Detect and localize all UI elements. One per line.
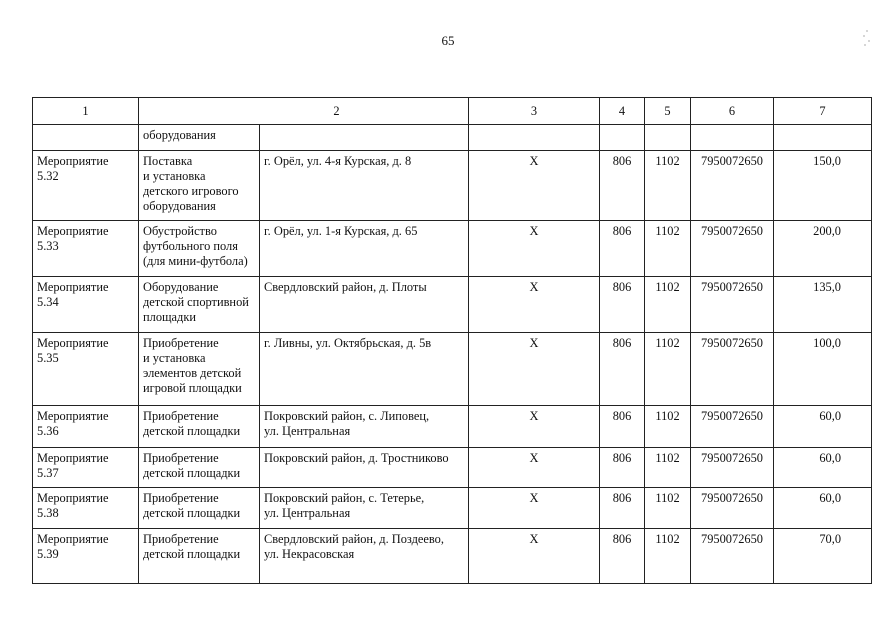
cell-event: Мероприятие 5.34 (33, 277, 139, 333)
cell-col-6: 7950072650 (691, 221, 774, 277)
cell-description: Обустройство футбольного поля (для мини-футбола) (139, 221, 260, 277)
header-cell-3: 3 (469, 98, 600, 125)
cell-col-7: 200,0 (774, 221, 872, 277)
cell-event: Мероприятие 5.37 (33, 448, 139, 488)
cell-col-5: 1102 (645, 488, 691, 529)
cell-description: Приобретение детской площадки (139, 406, 260, 448)
cell-event: Мероприятие 5.35 (33, 333, 139, 406)
header-cell-2: 2 (139, 98, 469, 125)
cell-x: Х (469, 448, 600, 488)
cell-col-6: 7950072650 (691, 448, 774, 488)
cell-col-7: 60,0 (774, 406, 872, 448)
cell-x: Х (469, 151, 600, 221)
cell-col-5: 1102 (645, 529, 691, 584)
cell-event: Мероприятие 5.33 (33, 221, 139, 277)
cell-description: Приобретение детской площадки (139, 448, 260, 488)
cell-description: Поставка и установка детского игрового оборудования (139, 151, 260, 221)
cell-col-6: 7950072650 (691, 333, 774, 406)
cell-col-4 (600, 125, 645, 151)
cell-address: Покровский район, д. Тростниково (260, 448, 469, 488)
cell-col-4: 806 (600, 448, 645, 488)
header-cell-1: 1 (33, 98, 139, 125)
header-cell-5: 5 (645, 98, 691, 125)
cell-address (260, 125, 469, 151)
cell-col-4: 806 (600, 529, 645, 584)
cell-event: Мероприятие 5.38 (33, 488, 139, 529)
cell-x: Х (469, 406, 600, 448)
cell-description: Приобретение детской площадки (139, 488, 260, 529)
cell-address: г. Ливны, ул. Октябрьская, д. 5в (260, 333, 469, 406)
cell-x: Х (469, 529, 600, 584)
table-row (33, 448, 872, 488)
cell-event (33, 125, 139, 151)
table-row (33, 529, 872, 584)
cell-x: Х (469, 488, 600, 529)
table-header-row (33, 98, 872, 125)
cell-col-4: 806 (600, 277, 645, 333)
cell-event: Мероприятие 5.36 (33, 406, 139, 448)
cell-col-4: 806 (600, 333, 645, 406)
cell-col-5 (645, 125, 691, 151)
cell-description: Приобретение и установка элементов детской игровой площадки (139, 333, 260, 406)
cell-col-6: 7950072650 (691, 277, 774, 333)
cell-col-6: 7950072650 (691, 151, 774, 221)
cell-col-6: 7950072650 (691, 529, 774, 584)
cell-address: г. Орёл, ул. 1-я Курская, д. 65 (260, 221, 469, 277)
cell-col-4: 806 (600, 488, 645, 529)
cell-description: Приобретение детской площадки (139, 529, 260, 584)
cell-col-7: 60,0 (774, 448, 872, 488)
cell-address: Покровский район, с. Тетерье, ул. Центральная (260, 488, 469, 529)
table-row (33, 406, 872, 448)
table-row (33, 333, 872, 406)
cell-x: Х (469, 277, 600, 333)
cell-col-5: 1102 (645, 277, 691, 333)
table-row (33, 151, 872, 221)
header-cell-7: 7 (774, 98, 872, 125)
cell-col-6: 7950072650 (691, 488, 774, 529)
cell-address: г. Орёл, ул. 4-я Курская, д. 8 (260, 151, 469, 221)
cell-col-5: 1102 (645, 151, 691, 221)
cell-col-7: 100,0 (774, 333, 872, 406)
cell-col-5: 1102 (645, 448, 691, 488)
cell-col-7: 150,0 (774, 151, 872, 221)
cell-col-6: 7950072650 (691, 406, 774, 448)
page-number: 65 (441, 33, 455, 48)
budget-table (32, 97, 872, 584)
header-cell-6: 6 (691, 98, 774, 125)
table-row (33, 277, 872, 333)
cell-col-5: 1102 (645, 221, 691, 277)
cell-x (469, 125, 600, 151)
table-row (33, 488, 872, 529)
cell-address: Покровский район, с. Липовец, ул. Центральная (260, 406, 469, 448)
cell-event: Мероприятие 5.32 (33, 151, 139, 221)
header-cell-4: 4 (600, 98, 645, 125)
cell-col-5: 1102 (645, 406, 691, 448)
cell-address: Свердловский район, д. Плоты (260, 277, 469, 333)
cell-col-7 (774, 125, 872, 151)
table-row-continuation (33, 125, 872, 151)
cell-col-5: 1102 (645, 333, 691, 406)
cell-description: оборудования (139, 125, 260, 151)
cell-x: Х (469, 221, 600, 277)
cell-col-7: 70,0 (774, 529, 872, 584)
cell-description: Оборудование детской спортивной площадки (139, 277, 260, 333)
cell-col-4: 806 (600, 221, 645, 277)
cell-x: Х (469, 333, 600, 406)
cell-col-7: 135,0 (774, 277, 872, 333)
table-row (33, 221, 872, 277)
cell-col-6 (691, 125, 774, 151)
cell-col-4: 806 (600, 151, 645, 221)
cell-col-7: 60,0 (774, 488, 872, 529)
cell-address: Свердловский район, д. Поздеево, ул. Некрасовская (260, 529, 469, 584)
cell-event: Мероприятие 5.39 (33, 529, 139, 584)
cell-col-4: 806 (600, 406, 645, 448)
